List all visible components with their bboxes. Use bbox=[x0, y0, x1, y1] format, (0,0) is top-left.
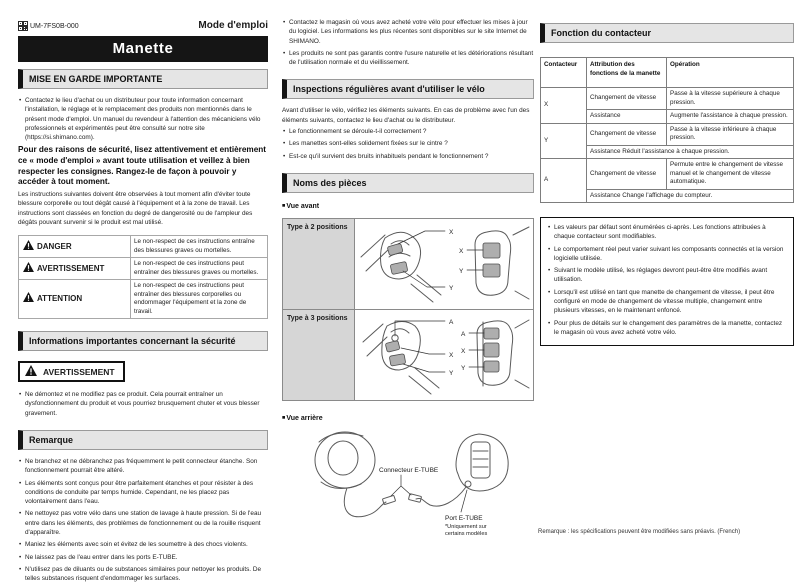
section-title-switch-function: Fonction du contacteur bbox=[540, 23, 794, 43]
column-right bbox=[540, 16, 794, 346]
type-3-positions-cell: Type à 3 positions bbox=[283, 309, 355, 400]
column-header-operation: Opération bbox=[667, 58, 794, 88]
danger-level-desc: Le non-respect de ces instructions entraîne des blessures graves ou mortelles. bbox=[131, 236, 268, 258]
danger-level-label: ATTENTION bbox=[37, 294, 83, 304]
danger-level-label: AVERTISSEMENT bbox=[37, 263, 105, 273]
type-2-positions-cell: Type à 2 positions bbox=[283, 218, 355, 309]
label-y: Y bbox=[449, 369, 454, 377]
document-header bbox=[18, 20, 268, 31]
label-a: A bbox=[449, 318, 454, 326]
port-etube-label: Port E-TUBE bbox=[445, 514, 483, 522]
bullet-item: • Ne nettoyez pas votre vélo dans une station de lavage à haute pression. Si de l'eau entre dans les éléments, des problèmes de fonctionnement ou de la rouille risquent d'apparaître. bbox=[18, 509, 268, 537]
shifter-2pos-diagram bbox=[357, 221, 531, 307]
label-a: A bbox=[461, 330, 466, 338]
switch-y-cell: Y bbox=[541, 123, 587, 159]
switch-function-table bbox=[540, 57, 794, 203]
table-row bbox=[19, 236, 268, 258]
bullet-item: • Pour plus de détails sur le changement des paramètres de la manette, contactez le magasin où vous avez acheté votre vélo. bbox=[547, 319, 787, 338]
table-row bbox=[541, 88, 794, 110]
function-text: Assistance bbox=[590, 147, 621, 155]
table-row bbox=[283, 309, 534, 400]
remark-list bbox=[18, 457, 268, 583]
bullet-item: • Le comportement réel peut varier suivant les composants connectés et la version logicielle utilisée. bbox=[547, 245, 787, 264]
section-title-important-info: Informations importantes concernant la sécurité bbox=[18, 331, 268, 351]
operation-cell: Permute entre le changement de vitesse manuel et le changement de vitesse automatique. bbox=[667, 159, 794, 190]
section-title-remark: Remarque bbox=[18, 430, 268, 450]
safety-intro-list bbox=[18, 96, 268, 142]
danger-level-cell bbox=[19, 236, 131, 258]
switch-function-notes bbox=[540, 217, 794, 346]
document-code bbox=[18, 21, 79, 31]
switch-a-cell: A bbox=[541, 159, 587, 203]
bullet-item: • Les produits ne sont pas garantis contre l'usure naturelle et les détériorations résultant de l'utilisation normale et du vieillissement. bbox=[282, 49, 534, 68]
front-view-label: ■ Vue avant bbox=[282, 203, 534, 210]
danger-level-label: DANGER bbox=[37, 241, 72, 251]
bullet-item: • Ne démontez et ne modifiez pas ce produit. Cela pourrait entraîner un dysfonctionnement du produit et vous pourriez brusquement chuter et vous blesser gravement. bbox=[18, 390, 268, 418]
label-x: X bbox=[449, 228, 454, 236]
danger-levels-table bbox=[18, 235, 268, 319]
function-text: Assistance bbox=[590, 191, 621, 199]
table-row bbox=[541, 123, 794, 145]
column-header-switch: Contacteur bbox=[541, 58, 587, 88]
port-etube-note-2: certains modèles bbox=[445, 530, 488, 537]
table-row bbox=[541, 159, 794, 190]
warning-triangle-icon bbox=[23, 292, 34, 306]
document-type-label: Mode d'emploi bbox=[198, 20, 268, 31]
operation-cell: Passe à la vitesse supérieure à chaque pression. bbox=[667, 88, 794, 110]
bullet-item: • Les manettes sont-elles solidement fixées sur le cintre ? bbox=[282, 139, 534, 148]
table-row bbox=[19, 258, 268, 280]
warning-admonition-label: AVERTISSEMENT bbox=[43, 366, 115, 377]
warning-triangle-icon bbox=[23, 240, 34, 254]
operation-text: Change l'affichage du compteur. bbox=[622, 191, 713, 199]
bullet-item: • Ne branchez et ne débranchez pas fréquemment le petit connecteur étanche. Son fonctionnement pourrait être altéré. bbox=[18, 457, 268, 476]
notes-list bbox=[547, 223, 787, 337]
label-y: Y bbox=[449, 284, 454, 292]
operation-text: Réduit l'assistance à chaque pression. bbox=[622, 147, 730, 155]
warning-triangle-icon bbox=[23, 262, 34, 276]
danger-level-cell bbox=[19, 280, 131, 319]
inspections-intro: Avant d'utiliser le vélo, vérifiez les éléments suivants. En cas de problème avec l'un des éléments suivants, contactez le lieu d'achat ou le distributeur. bbox=[282, 107, 530, 124]
bullet-item: • Contactez le magasin où vous avez acheté votre vélo pour effectuer les mises à jour du logiciel. Les informations les plus récentes sont disponibles sur le site Internet de SHIMANO. bbox=[282, 18, 534, 46]
merged-assignment-cell bbox=[587, 189, 794, 203]
port-etube-note-1: *Uniquement sur bbox=[445, 523, 487, 530]
label-y: Y bbox=[459, 267, 464, 275]
label-x: X bbox=[461, 347, 466, 355]
danger-level-cell bbox=[19, 258, 131, 280]
section-title-safety: MISE EN GARDE IMPORTANTE bbox=[18, 69, 268, 89]
bullet-item: • Les valeurs par défaut sont énumérées ci-après. Les fonctions attribuées à chaque contacteur sont modifiables. bbox=[547, 223, 787, 242]
column-header-function: Attribution des fonctions de la manette bbox=[587, 58, 667, 88]
table-row bbox=[283, 218, 534, 309]
inspections-list bbox=[282, 127, 534, 161]
bullet-item: • Le fonctionnement se déroule-t-il correctement ? bbox=[282, 127, 534, 136]
switch-x-cell: X bbox=[541, 88, 587, 124]
label-x: X bbox=[459, 247, 464, 255]
operation-cell: Augmente l'assistance à chaque pression. bbox=[667, 110, 794, 124]
type-3-positions-diagram bbox=[355, 309, 534, 400]
footer-note: Remarque : les spécifications peuvent être modifiées sans préavis. (French) bbox=[538, 529, 741, 535]
label-x: X bbox=[449, 351, 454, 359]
danger-level-desc: Le non-respect de ces instructions peut entraîner des blessures graves ou mortelles. bbox=[131, 258, 268, 280]
table-row bbox=[19, 280, 268, 319]
safety-body-text: Les instructions suivantes doivent être observées à tout moment afin d'éviter toute blessure corporelle ou tout dégât causé à l'équipement et à la zone de travail. Les instructions sont classées en fonction du degré de dangerosité ou de l'ampleur des dégâts pouvant survenir si le produit est mal utilisé. bbox=[18, 191, 253, 226]
column-left bbox=[18, 20, 268, 586]
operation-cell: Passe à la vitesse inférieure à chaque pression. bbox=[667, 123, 794, 145]
section-title-inspections: Inspections régulières avant d'utiliser le vélo bbox=[282, 79, 534, 99]
bullet-item: • Suivant le modèle utilisé, les réglages devront peut-être être modifiés avant utilisation. bbox=[547, 266, 787, 285]
bullet-item: • Est-ce qu'il survient des bruits inhabituels pendant le fonctionnement ? bbox=[282, 152, 534, 161]
function-cell: Changement de vitesse bbox=[587, 88, 667, 110]
label-y: Y bbox=[461, 364, 466, 372]
connector-etube-label: Connecteur E-TUBE bbox=[379, 466, 439, 474]
update-notes-list bbox=[282, 18, 534, 67]
bullet-item: • Maniez les éléments avec soin et évitez de les soumettre à des chocs violents. bbox=[18, 540, 268, 549]
qr-code-icon bbox=[18, 21, 28, 31]
important-info-list bbox=[18, 390, 268, 418]
danger-level-desc: Le non-respect de ces instructions peut entraîner des blessures corporelles ou endommager l'équipement et la zone de travail. bbox=[131, 280, 268, 319]
table-header-row bbox=[541, 58, 794, 88]
rear-view-label: ■ Vue arrière bbox=[282, 415, 534, 422]
bullet-item: • Ne laissez pas de l'eau entrer dans les ports E-TUBE. bbox=[18, 553, 268, 562]
bullet-item: • N'utilisez pas de diluants ou de substances similaires pour nettoyer les produits. De telles substances risquent d'endommager les surfaces. bbox=[18, 565, 268, 584]
parts-table bbox=[282, 218, 534, 401]
bullet-item: • Contactez le lieu d'achat ou un distributeur pour toute information concernant l'installation, le réglage et le remplacement des produits non mentionnés dans le présent mode d'emploi. Un manuel du revendeur à l'attention des mécaniciens vélo professionnels et expérimentés peut être consulté sur notre site (https://si.shimano.com). bbox=[18, 96, 268, 142]
column-middle bbox=[282, 16, 534, 546]
merged-assignment-cell bbox=[587, 145, 794, 159]
type-2-positions-diagram bbox=[355, 218, 534, 309]
bullet-item: • Les éléments sont conçus pour être parfaitement étanches et pour résister à des conditions de conduite par temps humide. Cependant, ne les placez pas volontairement dans l'eau. bbox=[18, 479, 268, 507]
function-cell: Assistance bbox=[587, 110, 667, 124]
warning-triangle-icon bbox=[25, 365, 37, 378]
rear-view-diagram bbox=[283, 426, 533, 546]
section-title-parts: Noms des pièces bbox=[282, 173, 534, 193]
function-cell: Changement de vitesse bbox=[587, 159, 667, 190]
warning-admonition bbox=[18, 361, 125, 382]
document-code-text: UM-7FS0B-000 bbox=[30, 22, 79, 30]
safety-bold-text: Pour des raisons de sécurité, lisez attentivement et entièrement ce « mode d'emploi » avant toute utilisation et veillez à bien respecter les consignes. Rangez-le de façon à pouvoir y accéder à tout moment. bbox=[18, 145, 266, 187]
shifter-3pos-diagram bbox=[357, 312, 531, 398]
page-title: Manette bbox=[18, 36, 268, 62]
bullet-item: • Lorsqu'il est utilisé en tant que manette de changement de vitesse, il peut être configuré en mode de changement de vitesse multiple, changement entre plusieurs vitesses, en le maintenant enfoncé. bbox=[547, 288, 787, 316]
function-cell: Changement de vitesse bbox=[587, 123, 667, 145]
